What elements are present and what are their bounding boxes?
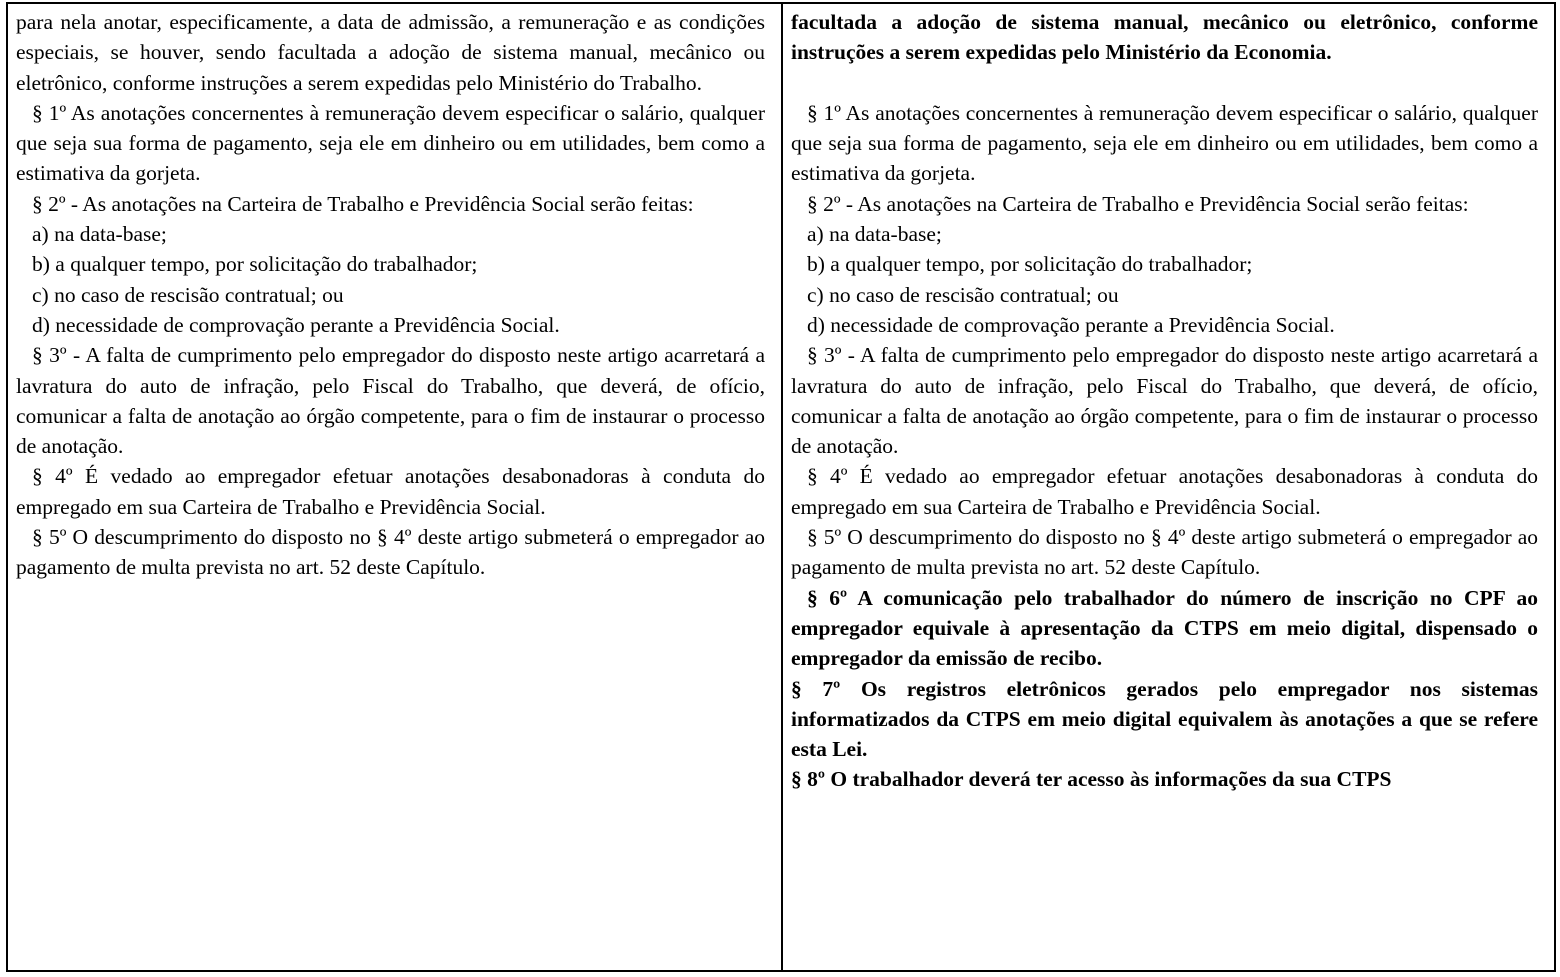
right-item-b: b) a qualquer tempo, por solicitação do trabalhador; bbox=[807, 252, 1253, 277]
paragraph-spacer bbox=[791, 68, 1538, 98]
left-paragraph-5: § 5º O descumprimento do disposto no § 4º deste artigo submeterá o empregador ao pagamento de multa prevista no art. 52 deste Capítulo. bbox=[16, 525, 765, 580]
right-paragraph-1: § 1º As anotações concernentes à remuneração devem especificar o salário, qualquer que seja sua forma de pagamento, seja ele em dinheiro ou em utilidades, bem como a estimativa da gorjeta. bbox=[791, 100, 1538, 186]
right-paragraph-6: § 6º A comunicação pelo trabalhador do número de inscrição no CPF ao empregador equivale à apresentação da CTPS em meio digital, dispensado o empregador da emissão de recibo. bbox=[791, 585, 1538, 671]
left-paragraph-2: § 2º - As anotações na Carteira de Trabalho e Previdência Social serão feitas: bbox=[32, 191, 694, 216]
left-item-c: c) no caso de rescisão contratual; ou bbox=[32, 282, 344, 307]
left-item-a: a) na data-base; bbox=[32, 222, 167, 247]
left-paragraph-4: § 4º É vedado ao empregador efetuar anotações desabonadoras à conduta do empregado em sua Carteira de Trabalho e Previdência Social. bbox=[16, 464, 765, 519]
right-paragraph-7: § 7º Os registros eletrônicos gerados pelo empregador nos sistemas informatizados da CTPS em meio digital equivalem às anotações a que se refere esta Lei. bbox=[791, 676, 1538, 762]
right-paragraph-2: § 2º - As anotações na Carteira de Trabalho e Previdência Social serão feitas: bbox=[807, 191, 1469, 216]
right-paragraph-4: § 4º É vedado ao empregador efetuar anotações desabonadoras à conduta do empregado em sua Carteira de Trabalho e Previdência Social. bbox=[791, 464, 1538, 519]
right-paragraph-3: § 3º - A falta de cumprimento pelo empregador do disposto neste artigo acarretará a lavratura do auto de infração, pelo Fiscal do Trabalho, que deverá, de ofício, comunicar a falta de anotação ao órgão competente, para o fim de instaurar o processo de anotação. bbox=[791, 343, 1538, 459]
right-item-d: d) necessidade de comprovação perante a Previdência Social. bbox=[807, 312, 1335, 337]
left-paragraph-3: § 3º - A falta de cumprimento pelo empregador do disposto neste artigo acarretará a lavratura do auto de infração, pelo Fiscal do Trabalho, que deverá, de ofício, comunicar a falta de anotação ao órgão competente, para o fim de instaurar o processo de anotação. bbox=[16, 343, 765, 459]
left-paragraph-1: § 1º As anotações concernentes à remuneração devem especificar o salário, qualquer que seja sua forma de pagamento, seja ele em dinheiro ou em utilidades, bem como a estimativa da gorjeta. bbox=[16, 100, 765, 186]
right-item-c: c) no caso de rescisão contratual; ou bbox=[807, 282, 1119, 307]
right-paragraph-8: § 8º O trabalhador deverá ter acesso às informações da sua CTPS bbox=[791, 767, 1392, 792]
left-paragraph-intro: para nela anotar, especificamente, a data de admissão, a remuneração e as condições especiais, se houver, sendo facultada a adoção de sistema manual, mecânico ou eletrônico, conforme instruções a serem expedidas pelo Ministério do Trabalho. bbox=[16, 10, 765, 95]
right-paragraph-5: § 5º O descumprimento do disposto no § 4º deste artigo submeterá o empregador ao pagamento de multa prevista no art. 52 deste Capítulo. bbox=[791, 525, 1538, 580]
right-item-a: a) na data-base; bbox=[807, 222, 942, 247]
left-item-b: b) a qualquer tempo, por solicitação do trabalhador; bbox=[32, 252, 478, 277]
comparison-table bbox=[6, 2, 1556, 972]
left-item-d: d) necessidade de comprovação perante a Previdência Social. bbox=[32, 312, 560, 337]
right-column bbox=[783, 4, 1554, 970]
right-paragraph-intro: facultada a adoção de sistema manual, mecânico ou eletrônico, conforme instruções a serem expedidas pelo Ministério da Economia. bbox=[791, 10, 1538, 65]
left-column bbox=[8, 4, 783, 970]
